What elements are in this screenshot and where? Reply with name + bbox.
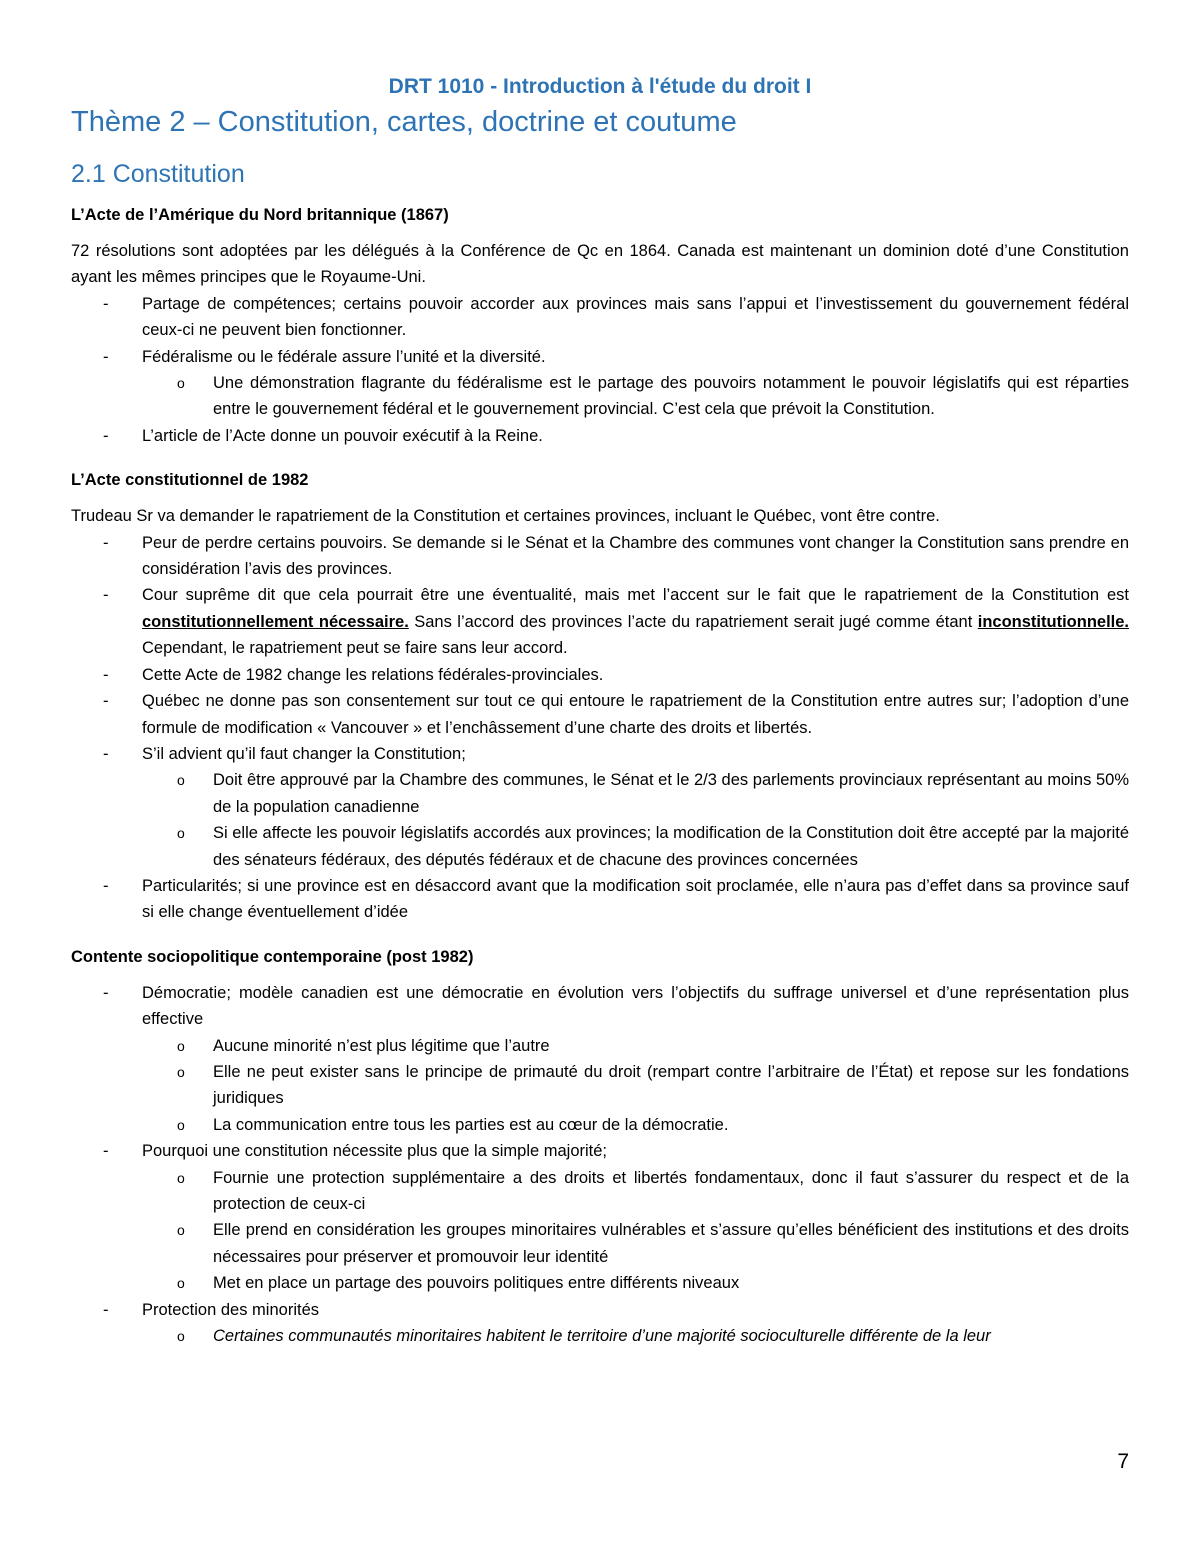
list-item: - Québec ne donne pas son consentement sur tout ce qui entoure le rapatriement de la Constitution entre autres sur; l’adoption d’une formule de modification « Vancouver » et l’enchâssement d’une charte des droits et libertés. [71, 688, 1129, 741]
sub-list-item: o Fournie une protection supplémentaire a des droits et libertés fondamentaux, donc il faut s’assurer du respect et de la protection de ceux-ci [142, 1165, 1129, 1218]
sub-list-item: o Si elle affecte les pouvoir législatifs accordés aux provinces; la modification de la Constitution doit être accepté par la majorité des sénateurs fédéraux, des députés fédéraux et de chacune des provinces concernées [142, 820, 1129, 873]
section-acte-1982 [71, 467, 1129, 926]
sub-list-item: o La communication entre tous les parties est au cœur de la démocratie. [142, 1112, 1129, 1138]
list-item: - Fédéralisme ou le fédérale assure l’unité et la diversité. o Une démonstration flagrante du fédéralisme est le partage des pouvoirs notamment le pouvoir législatifs qui est réparties entre le gouvernement fédéral et le gouvernement provincial. C’est cela que prévoit la Constitution. [71, 344, 1129, 423]
sub-list-item: o Aucune minorité n’est plus légitime que l’autre [142, 1033, 1129, 1059]
sub-list-item: o Elle prend en considération les groupes minoritaires vulnérables et s’assure qu’elles bénéficient des institutions et des droits nécessaires pour préserver et promouvoir leur identité [142, 1217, 1129, 1270]
circle-bullet: o [177, 1222, 185, 1239]
sub-list [142, 767, 1129, 873]
sub-list [142, 1033, 1129, 1139]
underlined-term: constitutionnellement nécessaire. [142, 612, 409, 631]
bullet-list [71, 291, 1129, 449]
list-item: - Partage de compétences; certains pouvoir accorder aux provinces mais sans l’appui et l’investissement du gouvernement fédéral ceux-ci ne peuvent bien fonctionner. [71, 291, 1129, 344]
section-aanb [71, 202, 1129, 449]
dash-bullet: - [103, 665, 109, 684]
circle-bullet: o [177, 825, 185, 842]
section-title: L’Acte constitutionnel de 1982 [71, 471, 309, 490]
sub-list [142, 1323, 1129, 1349]
section-contexte-post-1982 [71, 944, 1129, 1350]
rich-text: Cour suprême dit que cela pourrait être une éventualité, mais met l’accent sur le fait que le rapatriement de la Constitution est constitutionnellement nécessaire. Sans l’accord des provinces l’acte du rapatriement serait jugé comme étant inconstitutionnelle. Cependant, le rapatriement peut se faire sans leur accord. [142, 586, 1129, 658]
course-title: DRT 1010 - Introduction à l'étude du droit I [388, 75, 812, 98]
circle-bullet: o [177, 1275, 185, 1292]
circle-bullet: o [177, 772, 185, 789]
section-title: L’Acte de l’Amérique du Nord britannique (1867) [71, 206, 449, 224]
circle-bullet: o [177, 1328, 185, 1345]
document-page [71, 72, 1129, 1357]
sub-list-item: o Certaines communautés minoritaires habitent le territoire d’une majorité socioculturelle différente de la leur [142, 1323, 1129, 1349]
underlined-term: inconstitutionnelle. [977, 612, 1129, 631]
sub-list [142, 1165, 1129, 1297]
list-item: - Protection des minorités o Certaines communautés minoritaires habitent le territoire d’une majorité socioculturelle différente de la leur [71, 1297, 1129, 1350]
circle-bullet: o [177, 1169, 185, 1186]
sub-list-item: o Doit être approuvé par la Chambre des communes, le Sénat et le 2/3 des parlements provinciaux représentant au moins 50% de la population canadienne [142, 767, 1129, 820]
theme-heading: Thème 2 – Constitution, cartes, doctrine et coutume [71, 106, 737, 138]
list-item: - Pourquoi une constitution nécessite plus que la simple majorité; o Fournie une protection supplémentaire a des droits et libertés fondamentaux, donc il faut s’assurer du respect et de la protection de ceux-ci o Elle prend en considération les groupes minoritaires vulnérables et s’assure qu’elles bénéficient des institutions et des droits nécessaires pour préserver et promouvoir leur identité o Met en place un partage des pouvoirs politiques entre différents niveaux [71, 1138, 1129, 1296]
dash-bullet: - [103, 586, 109, 605]
dash-bullet: - [103, 692, 109, 711]
section-title: Contente sociopolitique contemporaine (post 1982) [71, 947, 474, 966]
page-number: 7 [1117, 1450, 1129, 1473]
dash-bullet: - [103, 426, 109, 445]
circle-bullet: o [177, 375, 185, 392]
dash-bullet: - [103, 1300, 109, 1319]
section-intro: Trudeau Sr va demander le rapatriement de la Constitution et certaines provinces, incluant le Québec, vont être contre. [71, 507, 940, 526]
section-intro: 72 résolutions sont adoptées par les délégués à la Conférence de Qc en 1864. Canada est maintenant un dominion doté d’une Constitution ayant les mêmes principes que le Royaume-Uni. [71, 242, 1129, 287]
list-item [71, 582, 1129, 661]
dash-bullet: - [103, 744, 109, 763]
section-heading: 2.1 Constitution [71, 160, 245, 188]
circle-bullet: o [177, 1116, 185, 1133]
dash-bullet: - [103, 533, 109, 552]
dash-bullet: - [103, 983, 109, 1002]
list-item: - L’article de l’Acte donne un pouvoir exécutif à la Reine. [71, 423, 1129, 449]
list-item: - Démocratie; modèle canadien est une démocratie en évolution vers l’objectifs du suffrage universel et d’une représentation plus effective o Aucune minorité n’est plus légitime que l’autre o Elle ne peut exister sans le principe de primauté du droit (rempart contre l’arbitraire de l’État) et repose sur les fondations juridiques o La communication entre tous les parties est au cœur de la démocratie. [71, 980, 1129, 1138]
sub-list-item: o Met en place un partage des pouvoirs politiques entre différents niveaux [142, 1270, 1129, 1296]
dash-bullet: - [103, 294, 109, 313]
sub-list-item: o Elle ne peut exister sans le principe de primauté du droit (rempart contre l’arbitraire de l’État) et repose sur les fondations juridiques [142, 1059, 1129, 1112]
dash-bullet: - [103, 1142, 109, 1161]
sub-list-item: o Une démonstration flagrante du fédéralisme est le partage des pouvoirs notamment le pouvoir législatifs qui est réparties entre le gouvernement fédéral et le gouvernement provincial. C’est cela que prévoit la Constitution. [142, 370, 1129, 423]
sub-list [142, 370, 1129, 423]
dash-bullet: - [103, 876, 109, 895]
bullet-list [71, 530, 1129, 926]
list-item: - Particularités; si une province est en désaccord avant que la modification soit proclamée, elle n’aura pas d’effet dans sa province sauf si elle change éventuellement d’idée [71, 873, 1129, 926]
list-item: - S’il advient qu’il faut changer la Constitution; o Doit être approuvé par la Chambre des communes, le Sénat et le 2/3 des parlements provinciaux représentant au moins 50% de la population canadienne o Si elle affecte les pouvoir législatifs accordés aux provinces; la modification de la Constitution doit être accepté par la majorité des sénateurs fédéraux, des députés fédéraux et de chacune des provinces concernées [71, 741, 1129, 873]
circle-bullet: o [177, 1037, 185, 1054]
list-item: - Cette Acte de 1982 change les relations fédérales-provinciales. [71, 662, 1129, 688]
list-item: - Peur de perdre certains pouvoirs. Se demande si le Sénat et la Chambre des communes vont changer la Constitution sans prendre en considération l’avis des provinces. [71, 530, 1129, 583]
circle-bullet: o [177, 1063, 185, 1080]
bullet-list [71, 980, 1129, 1350]
dash-bullet: - [103, 347, 109, 366]
